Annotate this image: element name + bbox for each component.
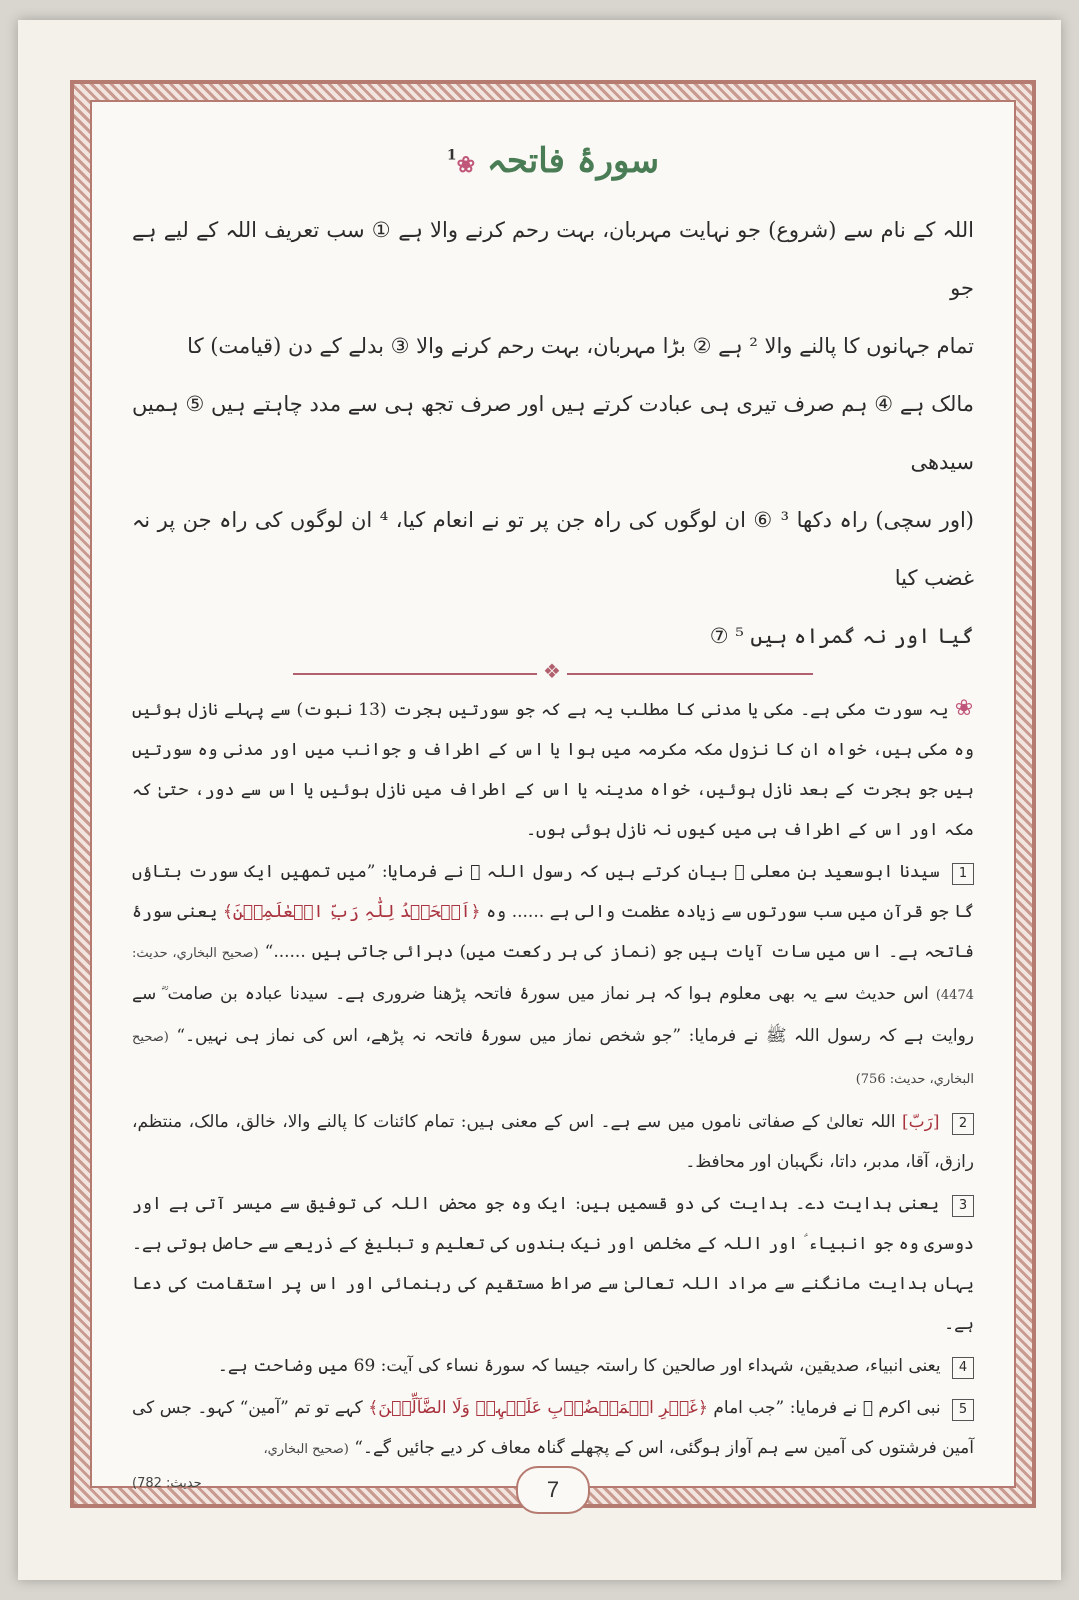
flower-icon: ❀ <box>456 152 476 178</box>
footnote-3 <box>132 1184 974 1344</box>
footnote-text: اللہ تعالیٰ کے صفاتی ناموں میں سے ہے۔ اس کے معنی ہیں: تمام کائنات کا پالنے والا، خالق، مالک، منتظم، رازق، آقا، مدبر، داتا، نگہبان اور محافظ۔ <box>132 1112 974 1172</box>
arabic-quote: ﴿اَلۡحَمۡدُ لِلّٰہِ رَبِّ الۡعٰلَمِیۡنَ﴾ <box>222 902 481 922</box>
intro-note-text: یہ سورت مکی ہے۔ مکی یا مدنی کا مطلب یہ ہے کہ جو سورتیں ہجرت (13 نبوت) سے پہلے نازل ہوئیں وہ مکی ہیں، خواہ ان کا نزول مکہ مکرمہ میں ہوا یا اس کے اطراف و جوانب میں اور مدنی وہ سورتیں ہیں جو ہجرت کے بعد نازل ہوئیں، خواہ مدینہ یا اس کے اطراف میں نازل ہوئیں یا اس سے دور، حتیٰ کہ مکہ اور اس کے اطراف ہی میں کیوں نہ نازل ہوئی ہوں۔ <box>132 700 974 840</box>
footnote-1 <box>132 852 974 1100</box>
surah-title-text: سورۂ فاتحہ <box>486 141 660 181</box>
surah-title <box>132 140 974 181</box>
hadith-reference-end: حديث: 782) <box>132 1476 202 1491</box>
flower-icon: ❀ <box>954 696 974 721</box>
verse-block <box>132 201 974 665</box>
hadith-reference: (صحيح البخاري، <box>263 1442 349 1457</box>
intro-note <box>132 689 974 850</box>
footnote-5 <box>132 1388 974 1470</box>
arabic-term: [رَبّ] <box>902 1112 940 1132</box>
verse-line: گیا اور نہ گمراہ ہیں ⁵ ⑦ <box>709 624 974 648</box>
page-content <box>132 102 975 1491</box>
hadith-reference: (صحيح البخاري، حديث: 4474) <box>132 946 974 1003</box>
footnote-2 <box>132 1102 974 1182</box>
footnote-text: اس حدیث سے یہ بھی معلوم ہوا کہ ہر نماز میں سورۂ فاتحہ پڑھنا ضروری ہے۔ سیدنا عبادہ بن صامت ؓ سے روایت ہے کہ رسول اللہ ﷺ نے فرمایا: ”جو شخص نماز میں سورۂ فاتحہ نہ پڑھے، اس کی نماز ہی نہیں۔“ <box>132 984 974 1046</box>
verse-line: (اور سچی) راہ دکھا ³ ⑥ ان لوگوں کی راہ جن پر تو نے انعام کیا، ⁴ ان لوگوں کی راہ جن پر نہ غضب کیا <box>132 508 974 590</box>
verse-line: تمام جہانوں کا پالنے والا ² ہے ② بڑا مہربان، بہت رحم کرنے والا ③ بدلے کے دن (قیامت) کا <box>187 334 974 358</box>
page-number: 7 <box>516 1466 590 1514</box>
verse-line: اللہ کے نام سے (شروع) جو نہایت مہربان، بہت رحم کرنے والا ہے ① سب تعریف اللہ کے لیے ہے جو <box>132 218 974 300</box>
footnote-number: 3 <box>952 1195 974 1217</box>
footnote-text: یعنی سورۂ فاتحہ ہے۔ اس میں سات آیات ہیں جو (نماز کی ہر رکعت میں) دہرائی جاتی ہیں ......“ <box>132 902 975 962</box>
footnote-number: 5 <box>952 1399 974 1421</box>
footnote-text: کہے تو تم ”آمین“ کہو۔ جس کی آمین فرشتوں کی آمین سے ہم آواز ہوگئی، اس کے پچھلے گناہ معاف کر دیے جائیں گے۔“ <box>132 1398 974 1458</box>
decorative-border <box>70 80 1036 1508</box>
footnote-text: یعنی ہدایت دے۔ ہدایت کی دو قسمیں ہیں: ایک وہ جو محض اللہ کی توفیق سے میسر آتی ہے اور دوسری وہ جو انبیاء ؑ اور اللہ کے مخلص اور نیک بندوں کی تعلیم و تبلیغ کے ذریعے سے حاصل ہوتی ہے۔ یہاں ہدایت مانگنے سے مراد اللہ تعالیٰ سے صراط مستقیم کی رہنمائی اور اس پر استقامت کی دعا ہے۔ <box>132 1194 974 1334</box>
page-sheet <box>18 20 1061 1580</box>
footnote-number: 1 <box>952 863 974 885</box>
section-divider <box>293 673 813 675</box>
footnote-number: 4 <box>952 1357 974 1379</box>
hadith-reference: (صحيح البخاري، حديث: 756) <box>132 1030 974 1087</box>
title-footnote: 1 <box>446 147 457 164</box>
verse-line: مالک ہے ④ ہم صرف تیری ہی عبادت کرتے ہیں اور صرف تجھ ہی سے مدد چاہتے ہیں ⑤ ہمیں سیدھی <box>132 392 974 474</box>
footnote-4 <box>132 1346 974 1386</box>
footnote-text: یعنی انبیاء، صدیقین، شہداء اور صالحین کا راستہ جیسا کہ سورۂ نساء کی آیت: 69 میں وضاحت ہے۔ <box>217 1356 941 1376</box>
footnote-text: نبی اکرم ﷺ نے فرمایا: ”جب امام <box>713 1398 941 1418</box>
footnote-text: سیدنا ابوسعید بن معلی ؓ بیان کرتے ہیں کہ رسول اللہ ﷺ نے فرمایا: ”میں تمھیں ایک سورت بتاؤں گا جو قرآن میں سب سورتوں سے زیادہ عظمت والی ہے ...... وہ <box>132 862 975 922</box>
arabic-quote: ﴿غَیۡرِ الۡمَغۡضُوۡبِ عَلَیۡہِمۡ وَلَا الضَّآلِّیۡنَ﴾ <box>368 1398 708 1418</box>
footnote-number: 2 <box>952 1113 974 1135</box>
page-frame <box>90 100 1016 1491</box>
